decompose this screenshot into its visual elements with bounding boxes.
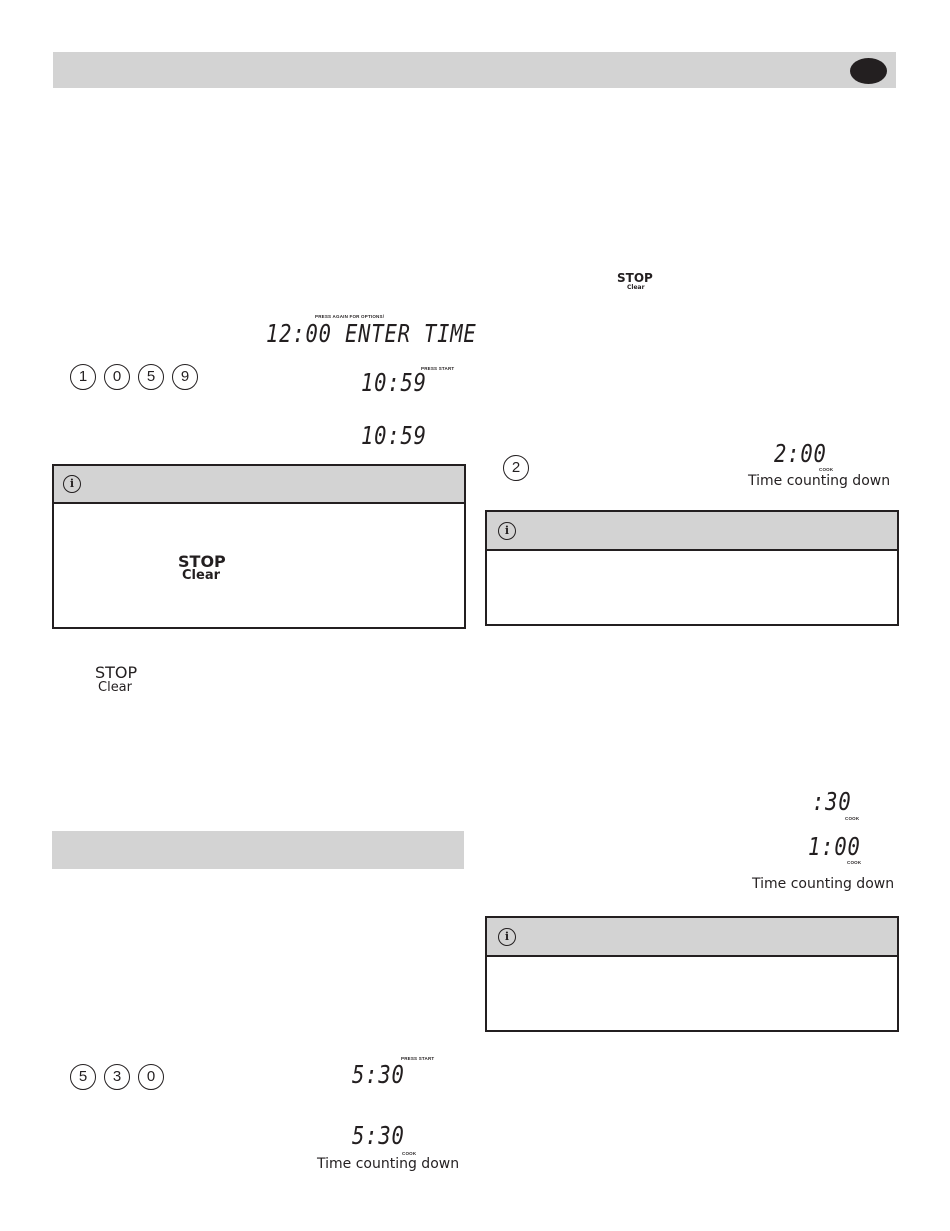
countdown-caption: Time counting down (317, 1156, 460, 1172)
cook-label: COOK (819, 467, 834, 472)
time-display-100: 1:00 (808, 832, 861, 861)
stop-label: STOP (178, 552, 226, 571)
key-9[interactable]: 9 (172, 364, 198, 390)
key-3[interactable]: 3 (104, 1064, 130, 1090)
header-bar (53, 52, 896, 88)
page-tab-icon (850, 58, 887, 84)
countdown-caption: Time counting down (748, 473, 891, 489)
info-icon: i (63, 475, 81, 493)
entered-time-display: 10:59 (361, 368, 427, 397)
info-box-right-bottom (485, 916, 899, 1032)
info-box-right-top (485, 510, 899, 626)
stop-clear-button[interactable] (95, 665, 137, 694)
section-bar (52, 831, 464, 869)
clear-label: Clear (182, 568, 220, 583)
time-display-30: :30 (812, 787, 852, 816)
info-box-header (487, 918, 897, 957)
info-box-header (54, 466, 464, 504)
press-start-label: PRESS START (421, 366, 455, 371)
enter-time-display: 12:00 ENTER TIME (266, 319, 477, 348)
options-hint: PRESS AGAIN FOR OPTIONS/ (315, 314, 385, 319)
stop-clear-button[interactable] (617, 272, 653, 291)
key-0[interactable]: 0 (138, 1064, 164, 1090)
time-display: 2:00 (774, 439, 827, 468)
timer-entered-display: 5:30 (352, 1060, 405, 1089)
key-2[interactable]: 2 (503, 455, 529, 481)
key-1[interactable]: 1 (70, 364, 96, 390)
timer-running-display: 5:30 (352, 1121, 405, 1150)
cook-label: COOK (847, 860, 862, 865)
info-icon: i (498, 928, 516, 946)
stop-clear-button[interactable] (178, 554, 226, 582)
clear-label: Clear (627, 284, 645, 291)
press-start-label: PRESS START (401, 1056, 435, 1061)
clear-label: Clear (98, 680, 132, 695)
info-icon: i (498, 522, 516, 540)
info-box-left (52, 464, 466, 629)
cook-label: COOK (402, 1151, 417, 1156)
info-box-header (487, 512, 897, 551)
cook-label: COOK (845, 816, 860, 821)
key-5[interactable]: 5 (138, 364, 164, 390)
key-0[interactable]: 0 (104, 364, 130, 390)
stop-label: STOP (95, 663, 138, 682)
stop-label: STOP (617, 271, 653, 285)
set-time-display: 10:59 (361, 421, 427, 450)
countdown-caption: Time counting down (752, 876, 895, 892)
key-5[interactable]: 5 (70, 1064, 96, 1090)
